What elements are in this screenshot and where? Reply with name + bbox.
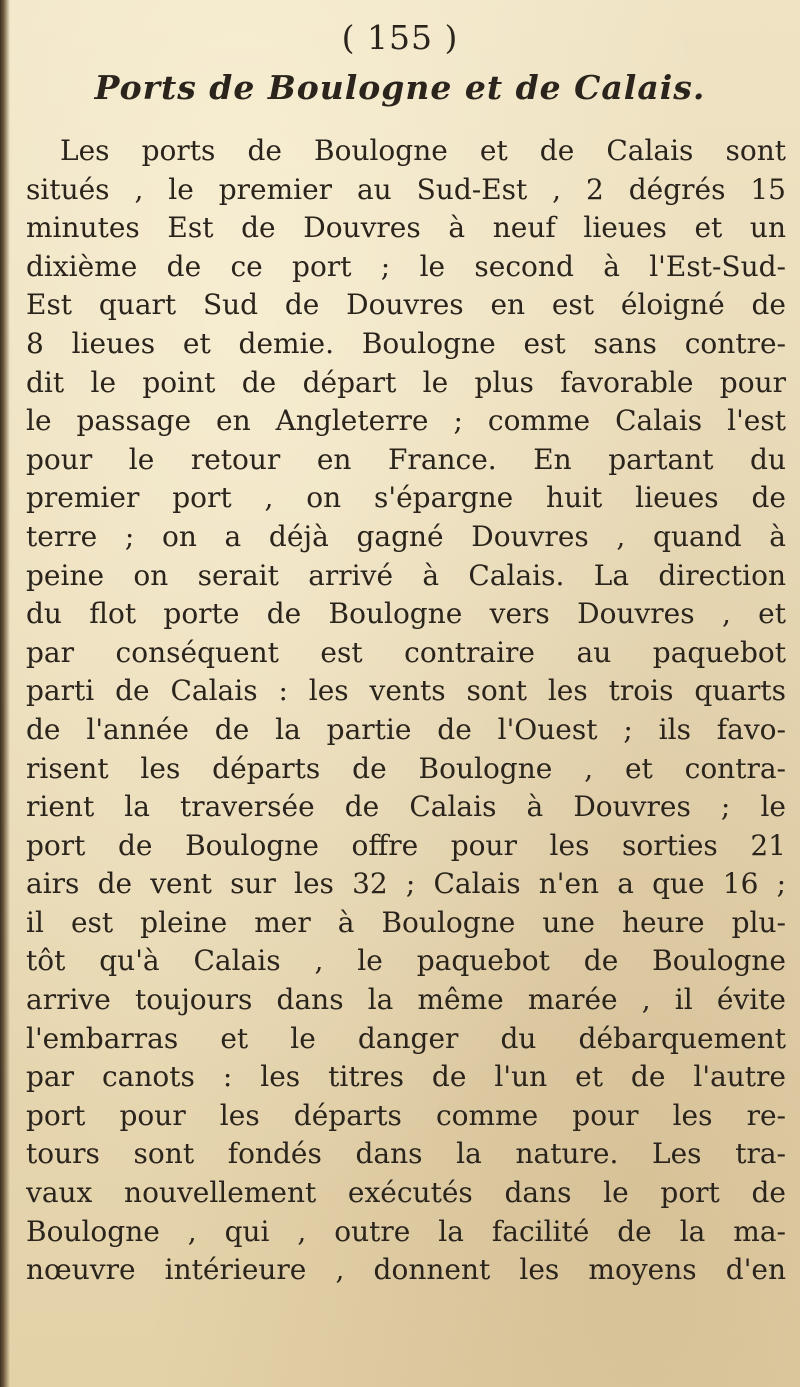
text-line: Est quart Sud de Douvres en est éloigné de	[26, 288, 786, 322]
text-line: dit le point de départ le plus favorable pour	[26, 365, 786, 399]
text-line: arrive toujours dans la même marée , il évite	[26, 983, 786, 1017]
text-line: 8 lieues et demie. Boulogne est sans contre-	[26, 326, 786, 360]
text-line: par canots : les titres de l'un et de l'autre	[26, 1060, 786, 1094]
text-line: port de Boulogne offre pour les sorties 21	[26, 828, 786, 862]
text-line: nœuvre intérieure , donnent les moyens d'en	[26, 1253, 786, 1287]
text-line: de l'année de la partie de l'Ouest ; ils favo-	[26, 712, 786, 746]
text-line: parti de Calais : les vents sont les trois quarts	[26, 674, 786, 708]
text-line: il est pleine mer à Boulogne une heure plu-	[26, 905, 786, 939]
text-line: port pour les départs comme pour les re-	[26, 1098, 786, 1132]
text-line: par conséquent est contraire au paquebot	[26, 635, 786, 669]
text-line: l'embarras et le danger du débarquement	[26, 1021, 786, 1055]
text-line: Les ports de Boulogne et de Calais sont	[60, 134, 786, 167]
text-line: pour le retour en France. En partant du	[26, 442, 786, 476]
page-number: ( 155 )	[341, 18, 459, 57]
text-line: terre ; on a déjà gagné Douvres , quand à	[26, 519, 786, 553]
text-line: rient la traversée de Calais à Douvres ; le	[26, 790, 786, 824]
text-line: risent les départs de Boulogne , et contra-	[26, 751, 786, 785]
page-spine-shadow	[0, 0, 10, 1387]
text-line: le passage en Angleterre ; comme Calais l'est	[26, 404, 786, 438]
text-line: minutes Est de Douvres à neuf lieues et un	[26, 211, 786, 245]
text-line: vaux nouvellement exécutés dans le port de	[26, 1176, 786, 1210]
text-line: dixième de ce port ; le second à l'Est-Sud-	[26, 249, 786, 283]
text-line: Boulogne , qui , outre la facilité de la ma-	[26, 1214, 786, 1248]
text-line: tôt qu'à Calais , le paquebot de Boulogne	[26, 944, 786, 978]
text-line: tours sont fondés dans la nature. Les tra-	[26, 1137, 786, 1171]
text-line: du flot porte de Boulogne vers Douvres , et	[26, 597, 786, 631]
text-line: premier port , on s'épargne huit lieues de	[26, 481, 786, 515]
body-text	[26, 132, 786, 1290]
text-line: situés , le premier au Sud-Est , 2 dégrés 15	[26, 172, 786, 206]
text-line: peine on serait arrivé à Calais. La direction	[26, 558, 786, 592]
section-title: Ports de Boulogne et de Calais.	[94, 68, 706, 107]
text-line: airs de vent sur les 32 ; Calais n'en a que 16 ;	[26, 867, 786, 901]
